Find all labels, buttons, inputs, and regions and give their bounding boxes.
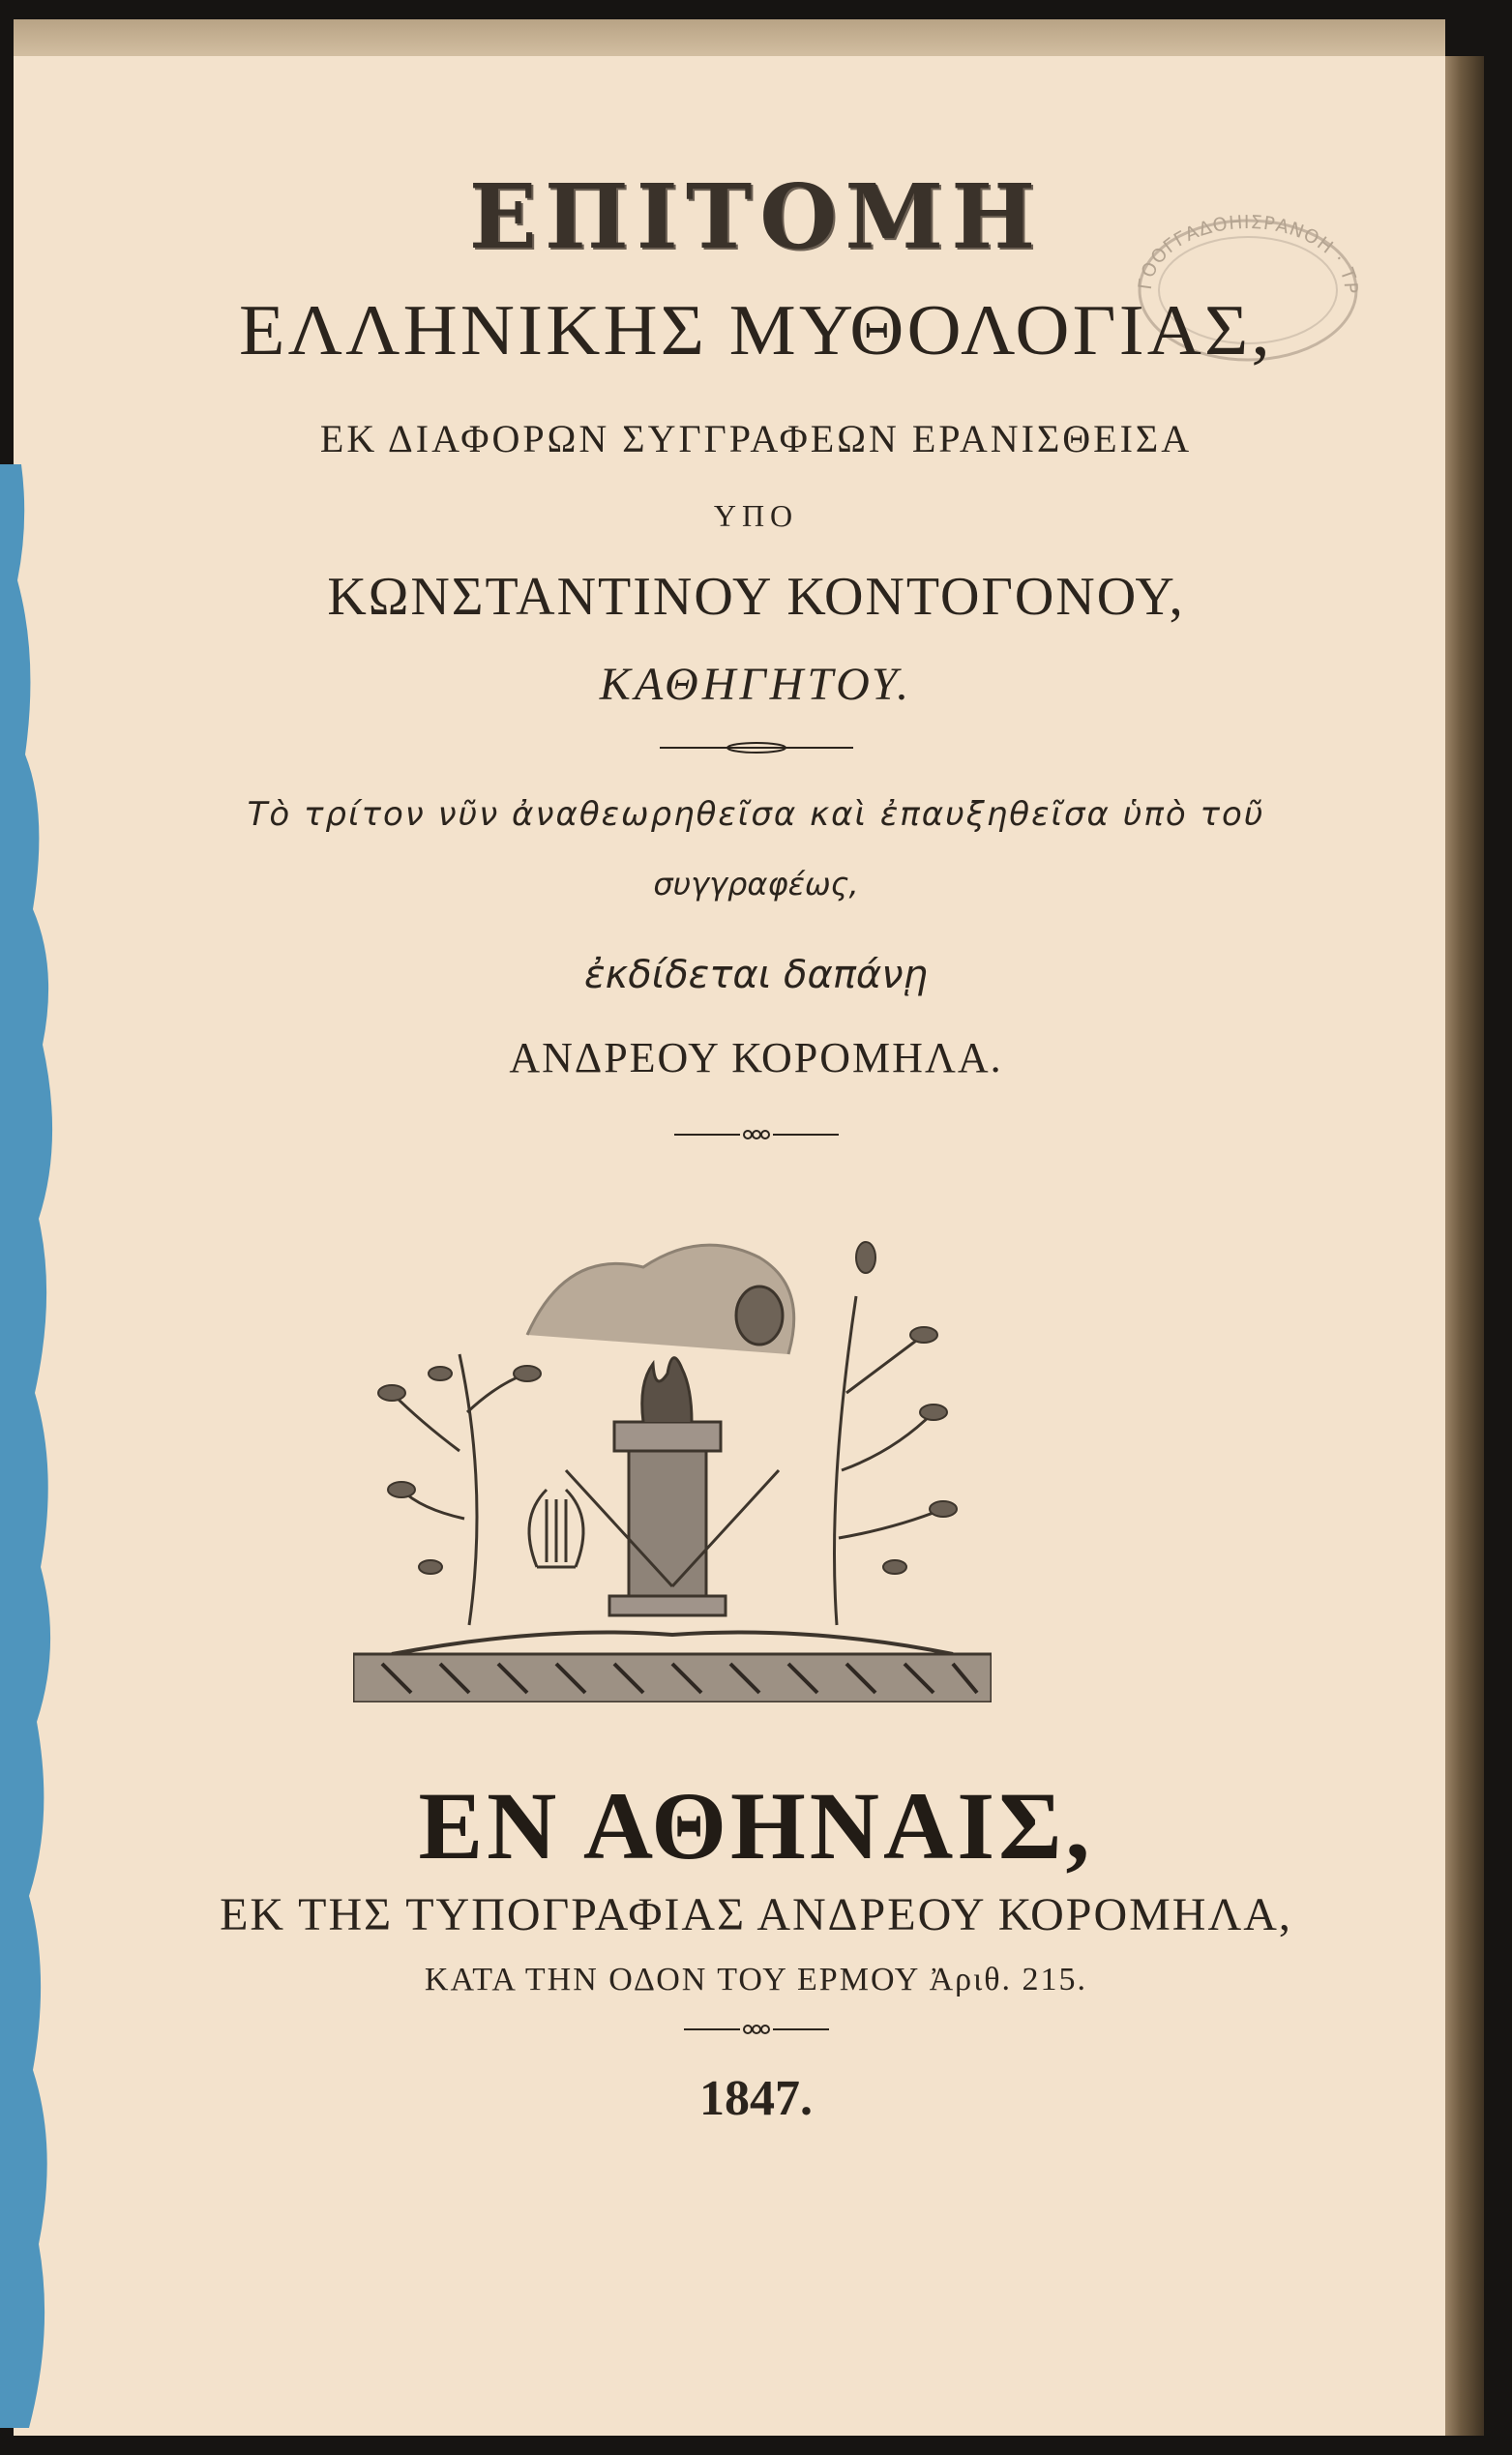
imprint-city: ΕΝ ΑΘΗΝΑΙΣ, [418,1772,1094,1879]
stamp-text: ΓΟΟΓΓΑΔΟΗΙΣΡΑΝΟΗ · ΤΡ [1134,211,1362,295]
author-name: ΚΩΝΣΤΑΝΤΙΝΟΥ ΚΟΝΤΟΓΟΝΟΥ, [327,567,1185,627]
edition-statement-cont: συγγραφέως, [653,866,859,902]
edition-statement: Τὸ τρίτον νῦν ἀναθεωρηθεῖσα καὶ ἐπαυξηθεῖσα ὑπὸ τοῦ [247,795,1265,834]
rule-ornament-icon [674,1127,839,1142]
compiled-from-line: ΕΚ ΔΙΑΦΟΡΩΝ ΣΥΓΓΡΑΦΕΩΝ ΕΡΑΝΙΣΘΕΙΣΑ [319,417,1193,460]
imprint-address: ΚΑΤΑ ΤΗΝ ΟΔΟΝ ΤΟΥ ΕΡΜΟΥ Ἀριθ. 215. [424,1962,1088,1997]
rule-ornament-icon [660,740,853,755]
ornamental-rule-1 [0,740,1512,759]
publisher-name: ΑΝΔΡΕΟΥ ΚΟΡΟΜΗΛΑ. [509,1034,1003,1081]
imprint-press: ΕΚ ΤΗΣ ΤΥΠΟΓΡΑΦΙΑΣ ΑΝΔΡΕΟΥ ΚΟΡΟΜΗΛΑ, [220,1889,1292,1940]
published-at-expense: ἐκδίδεται δαπάνῃ [584,953,928,997]
rule-ornament-icon [684,2022,829,2037]
altar-vignette-icon [353,1199,992,1702]
main-heading: ΕΠΙΤΟΜΗ [468,164,1044,269]
imprint-year: 1847. [699,2071,813,2126]
by-line: ΥΠΟ [713,498,799,533]
ornamental-rule-2 [0,1127,1512,1146]
author-title: ΚΑΘΗΓΗΤΟΥ. [599,659,913,710]
subject-heading: ΕΛΛΗΝΙΚΗΣ ΜΥΘΟΛΟΓΙΑΣ, [239,291,1273,370]
ornamental-rule-3 [0,2022,1512,2041]
altar-vignette-engraving [353,1199,992,1706]
